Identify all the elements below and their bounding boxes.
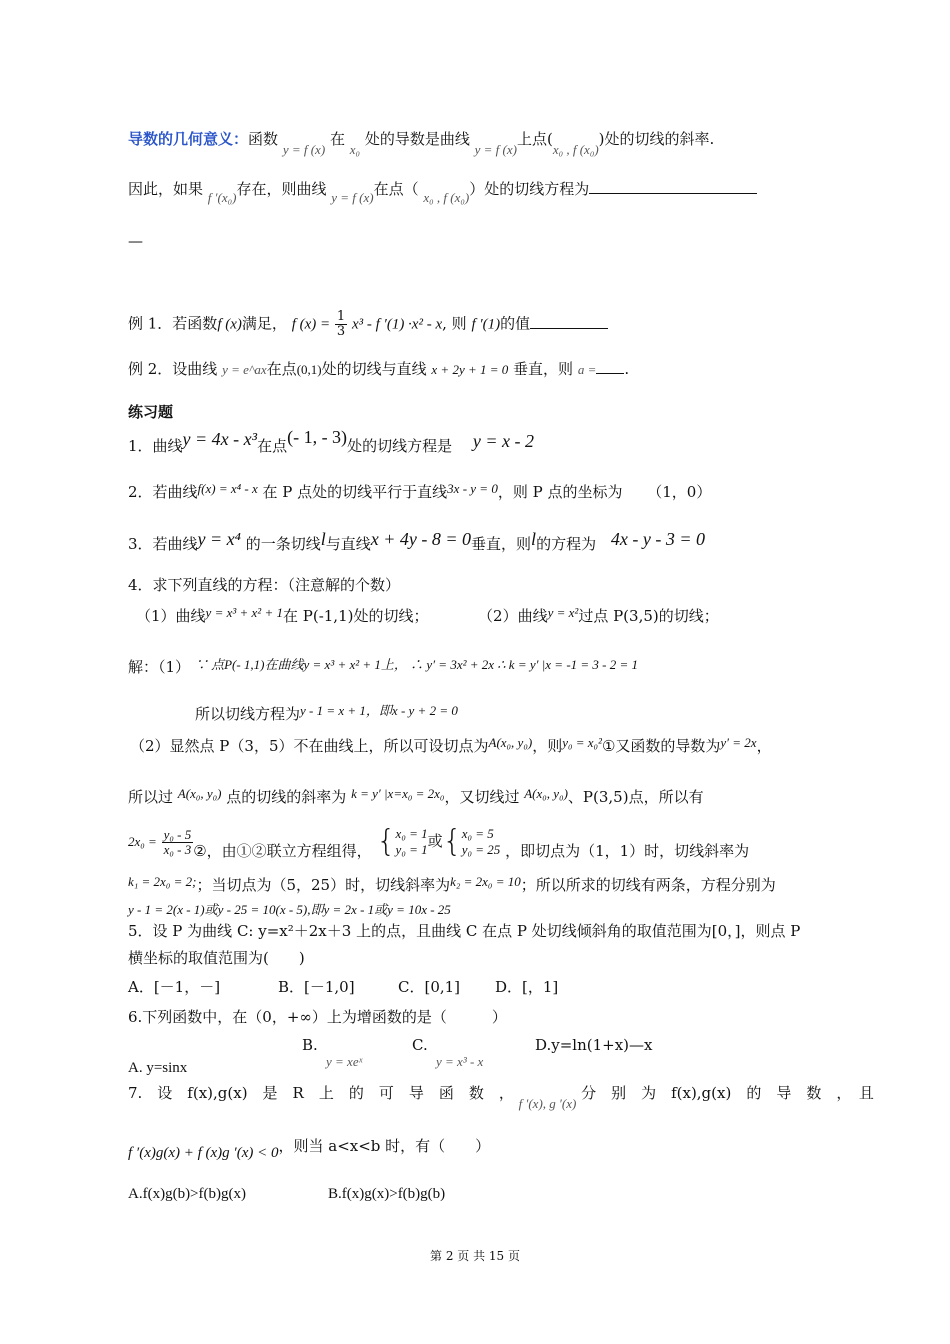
option-b: B.f(x)g(x)>f(b)g(b) <box>328 1186 446 1202</box>
brace: { <box>376 824 396 859</box>
practice-q6-options <box>128 1034 653 1079</box>
solution-1-line-2: 所以切线方程为y - 1 = x + 1，即x - y + 2 = 0 <box>195 703 458 723</box>
answer-blank <box>530 314 608 329</box>
answer-text: 4x - y - 3 = 0 <box>610 529 705 549</box>
example-1: 例 1．若函数f (x)满足， f (x) = $\frac{1}{3}$ x³ - f ′(1) ·x² - x, 则 f ′(1)的值 <box>128 310 608 339</box>
brace: { <box>442 824 462 859</box>
practice-q3: 3．若曲线y = x⁴ 的一条切线l与直线x + 4y - 8 = 0垂直，则l的方程为 4x - y - 3 = 0 <box>128 529 705 553</box>
option-a: A. y=sinx <box>128 1060 188 1076</box>
math-expr: y = f (x) <box>474 142 517 157</box>
section-heading: 导数的几何意义： <box>128 130 249 148</box>
page-footer: 第 2 页 共 15 页 <box>430 1249 520 1263</box>
solution-6: y - 1 = 2(x - 1)或y - 25 = 10(x - 5),即y = 2x - 1或y = 10x - 25 <box>128 902 451 917</box>
option-b: B．[－1,0] <box>278 978 355 996</box>
math-expr: y = f (x) <box>331 190 374 205</box>
practice-q5-line-2: 横坐标的取值范围为( ) <box>128 949 305 967</box>
math-expr: x₀ , f (x₀) <box>552 142 599 157</box>
practice-q2: 2．若曲线f(x) = x⁴ - x 在 P 点处的切线平行于直线3x - y = 0，则 P 点的坐标为 （1，0） <box>128 481 712 501</box>
equation-system: x₀ = 1 y₀ = 1 <box>395 826 428 857</box>
answer-text: y = x - 2 <box>472 431 534 451</box>
option-a: A．[－1，－] <box>128 978 221 996</box>
option-a: A.f(x)g(b)>f(b)g(x) <box>128 1186 246 1202</box>
practice-q5-options <box>128 976 558 998</box>
solution-1: 解：（1） ∵ 点P(- 1,1)在曲线y = x³ + x² + 1上， ∴ y′ = 3x² + 2x ∴ k = y′ |x = -1 = 3 - 2 = 1 <box>128 657 639 676</box>
option-b: B. y = xeˣ <box>302 1036 363 1069</box>
answer-text: （1，0） <box>647 483 712 501</box>
practice-q7-condition: f ′(x)g(x) + f (x)g ′(x) < 0，则当 a<x<b 时，有（ ） <box>128 1137 491 1161</box>
option-c: C．[0,1] <box>398 978 461 996</box>
practice-q7: 7. 设 f(x),g(x) 是 R 上 的 可 导 函 数 ， f ′(x), g ′(x) 分 别 为 f(x),g(x) 的 导 数 ， 且 <box>128 1084 874 1111</box>
equation-system: x₀ = 5 y₀ = 25 <box>461 826 501 857</box>
option-c: C. y = x³ - x <box>412 1036 484 1069</box>
math-expr: y = f (x) <box>282 142 326 157</box>
solution-3: 所以过 A(x₀, y₀) 点的切线的斜率为 k = y′ |x=x₀ = 2x₀，又切线过 A(x₀, y₀)、P(3,5)点，所以有 <box>128 786 704 806</box>
practice-q4-parts: （1）曲线y = x³ + x² + 1在 P(-1,1)处的切线； （2）曲线y = x²过点 P(3,5)的切线； <box>136 605 719 625</box>
practice-q4-title: 4．求下列直线的方程：（注意解的个数） <box>128 576 401 594</box>
solution-5: k₁ = 2x₀ = 2;；当切点为（5，25）时，切线斜率为k₂ = 2x₀ = 10；所以所求的切线有两条，方程分别为 <box>128 874 776 894</box>
fraction: $\frac{1}{3}$ <box>336 309 346 339</box>
intro-line-3: — <box>128 232 143 250</box>
practice-q5: 5．设 P 为曲线 C: y=x²＋2x＋3 上的点，且曲线 C 在点 P 处切线倾斜角的取值范围为[0，]，则点 P <box>128 922 801 940</box>
practice-q6: 6.下列函数中，在（0，+∞）上为增函数的是（ ） <box>128 1008 507 1026</box>
answer-blank <box>596 359 624 374</box>
answer-blank <box>589 179 757 194</box>
intro-line-2: 因此，如果 f ′(x₀)存在，则曲线 y = f (x)在点（ x₀ , f (x₀)）处的切线方程为 <box>128 178 757 201</box>
practice-q7-options <box>128 1182 445 1205</box>
option-d: D.y=ln(1+x)—x <box>535 1036 653 1054</box>
option-d: D．[，1] <box>495 978 559 996</box>
fraction: $\frac{\text{y₀ - 5}}{\text{x₀ - 3}}$ <box>163 826 192 857</box>
solution-2: （2）显然点 P（3，5）不在曲线上，所以可设切点为A(x₀, y₀)，则y₀ = x₀²①又函数的导数为y′ = 2x， <box>130 735 772 755</box>
practice-q1: 1．曲线y = 4x - x³在点(- 1, - 3)处的切线方程是 y = x - 2 <box>128 427 534 455</box>
math-expr: x₀ , f (x₀) <box>423 190 470 205</box>
math-expr: f ′(x₀) <box>207 190 237 205</box>
example-2: 例 2．设曲线 y = e^ax在点(0,1)处的切线与直线 x + 2y + 1 = 0 垂直，则 a = . <box>128 360 630 378</box>
solution-4: 2x₀ = $\frac{\text{y₀ - 5}}{\text{x₀ - 3}}$ ②，由①②联立方程组得， { x₀ = 1 y₀ = 1 或{ x₀ = 5 y₀ = 25 ，即切点为（1，1）时，切线斜率为 <box>128 824 750 860</box>
practice-title: 练习题 <box>128 403 174 421</box>
intro-line-1: 导数的几何意义：函数 y = f (x) 在 x₀ 处的导数是曲线 y = f (x)上点(x₀ , f (x₀))处的切线的斜率. <box>128 130 715 157</box>
math-expr: x₀ <box>349 142 361 157</box>
